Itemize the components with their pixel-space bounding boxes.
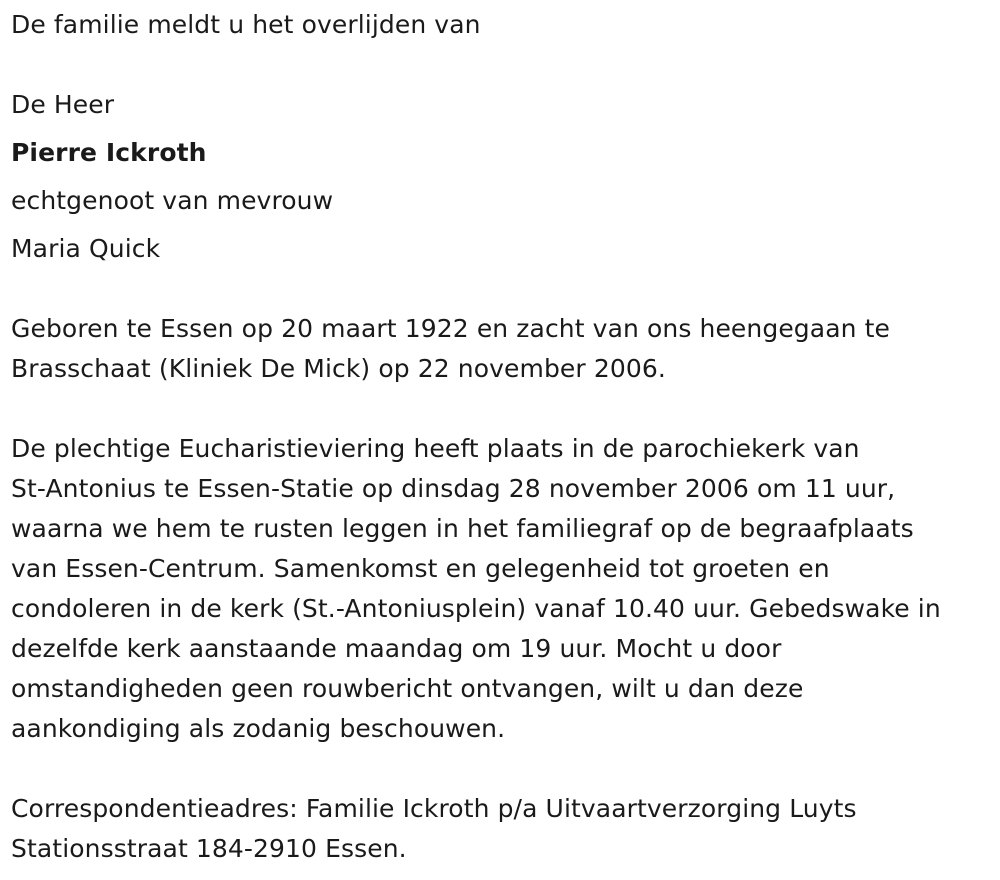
honorific: De Heer [11, 90, 115, 119]
paragraph-line: waarna we hem te rusten leggen in het familiegraf op de begraafplaats [11, 514, 914, 543]
paragraph-line: omstandigheden geen rouwbericht ontvangen, wilt u dan deze [11, 674, 804, 703]
paragraph-line: van Essen-Centrum. Samenkomst en gelegenheid tot groeten en [11, 554, 830, 583]
spouse-name: Maria Quick [11, 234, 161, 263]
paragraph-line: aankondiging als zodanig beschouwen. [11, 714, 506, 743]
paragraph-line: Stationsstraat 184-2910 Essen. [11, 834, 407, 863]
paragraph-line: De plechtige Eucharistieviering heeft plaats in de parochiekerk van [11, 434, 860, 463]
paragraph-line: dezelfde kerk aanstaande maandag om 19 uur. Mocht u door [11, 634, 782, 663]
birth-death-paragraph [11, 309, 991, 389]
paragraph-line: Geboren te Essen op 20 maart 1922 en zacht van ons heengegaan te [11, 314, 890, 343]
paragraph-line: condoleren in de kerk (St.-Antoniusplein) vanaf 10.40 uur. Gebedswake in [11, 594, 941, 623]
ceremony-paragraph [11, 429, 991, 749]
relation-text: echtgenoot van mevrouw [11, 186, 334, 215]
paragraph-line: Brasschaat (Kliniek De Mick) op 22 november 2006. [11, 354, 666, 383]
paragraph-line: Correspondentieadres: Familie Ickroth p/a Uitvaartverzorging Luyts [11, 794, 857, 823]
correspondence-paragraph [11, 789, 991, 869]
paragraph-line: St-Antonius te Essen-Statie op dinsdag 28 november 2006 om 11 uur, [11, 474, 896, 503]
intro-text: De familie meldt u het overlijden van [11, 10, 481, 39]
deceased-name: Pierre Ickroth [11, 138, 207, 167]
